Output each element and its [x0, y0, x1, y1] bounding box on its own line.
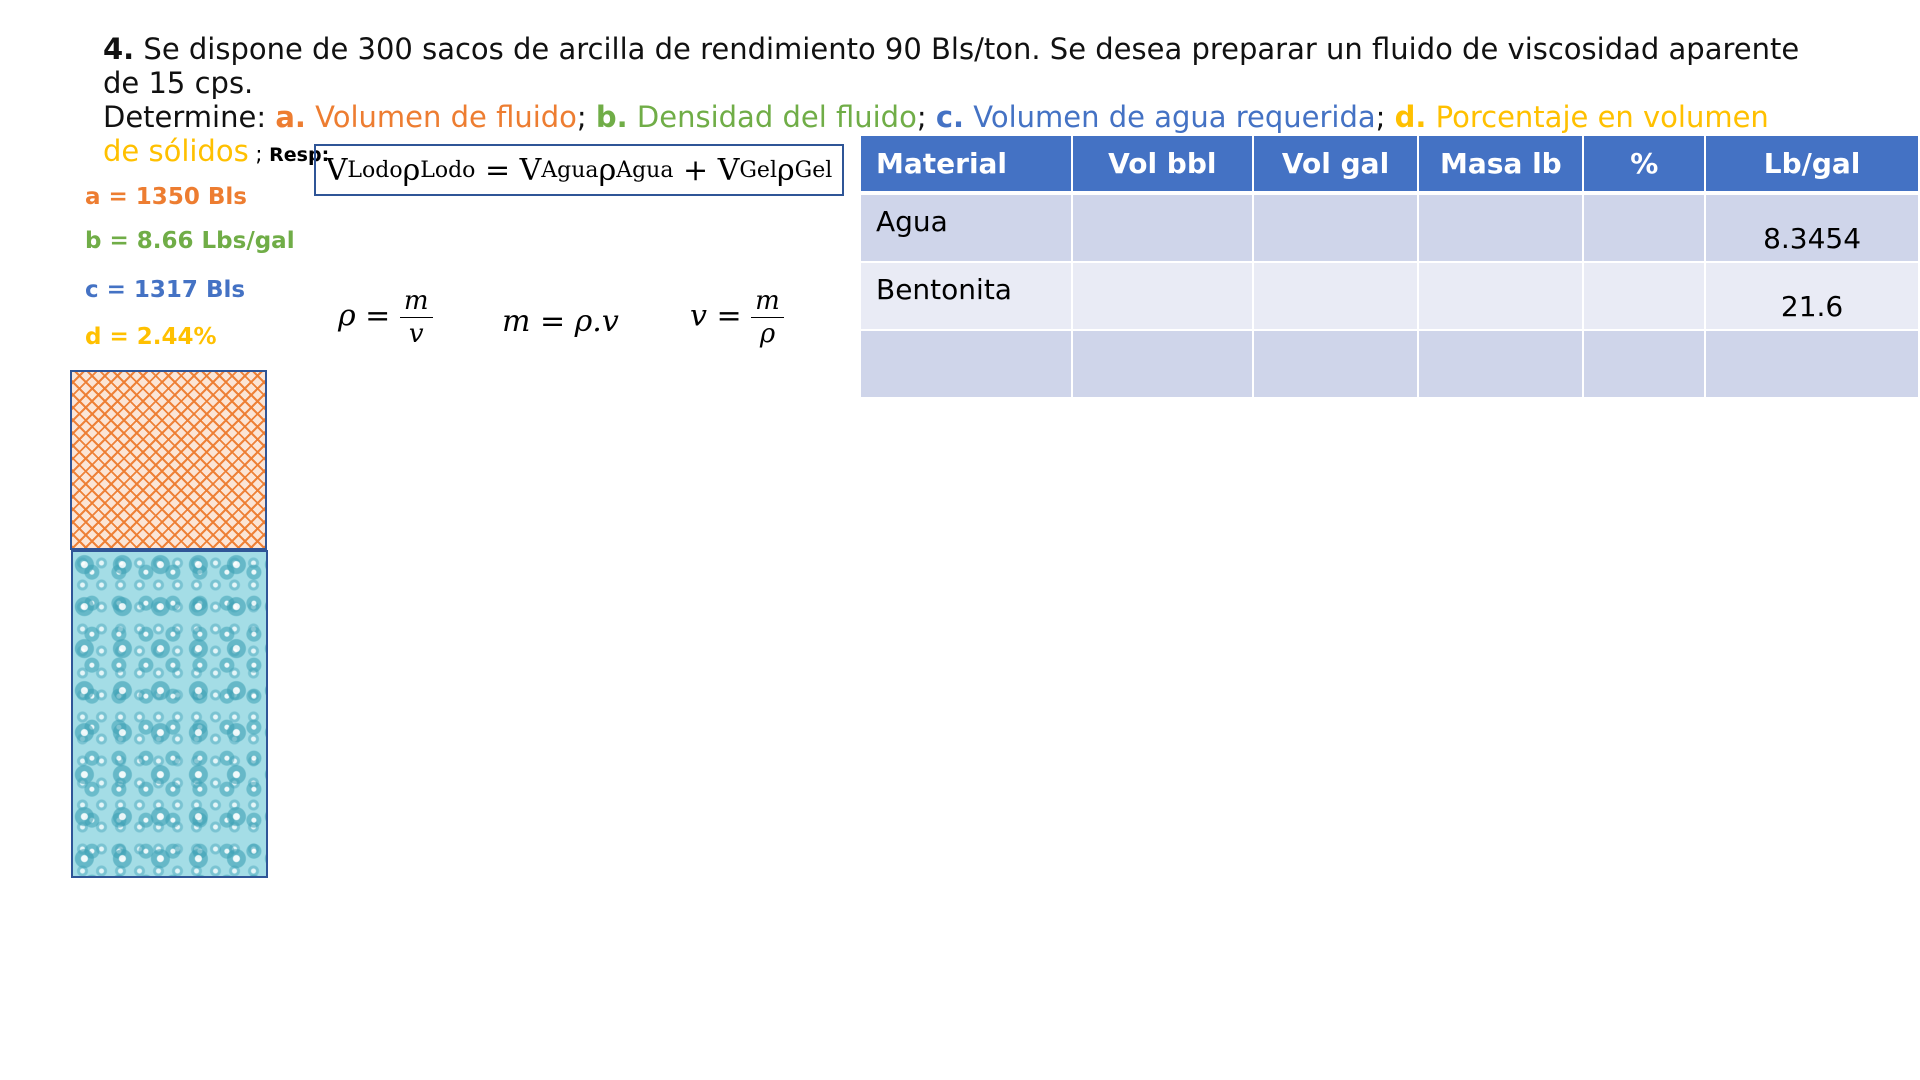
problem-number: 4. [103, 32, 135, 66]
mass-balance-formula [314, 144, 844, 196]
formula-subscript: Agua [541, 157, 599, 183]
table-row [861, 330, 1919, 398]
mass-formula: m = ρ.v [502, 304, 619, 339]
item-b-letter: b. [595, 100, 628, 134]
formula-subscript: Agua [616, 157, 674, 183]
table-cell [1072, 330, 1253, 398]
fraction [751, 285, 784, 350]
separator: ; [1375, 100, 1395, 134]
problem-statement [103, 32, 1813, 100]
table-cell: Bentonita [861, 262, 1072, 330]
formula-symbol: V [519, 152, 542, 188]
table-cell [1072, 262, 1253, 330]
formula-subscript: Lodo [420, 157, 476, 183]
column-header-lb-gal: Lb/gal [1705, 136, 1919, 193]
column-header-material: Material [861, 136, 1072, 193]
formula-symbol: ρ [402, 152, 421, 188]
separator: ; [916, 100, 936, 134]
item-c-text: Volumen de agua requerida [964, 100, 1376, 134]
volume-formula [690, 285, 784, 350]
formula-operator: + [673, 152, 718, 188]
table-cell [1583, 193, 1705, 262]
table-cell [1418, 330, 1583, 398]
formula-subscript: Gel [794, 157, 833, 183]
water-layer-illustration [71, 550, 268, 878]
item-d-letter: d. [1394, 100, 1427, 134]
table-cell [1253, 193, 1419, 262]
column-header-vol-gal: Vol gal [1253, 136, 1419, 193]
answer-b: b = 8.66 Lbs/gal [85, 228, 295, 254]
table-cell [1253, 330, 1419, 398]
answer-a: a = 1350 Bls [85, 184, 247, 210]
table-cell [1418, 262, 1583, 330]
separator: ; [576, 100, 596, 134]
table-header-row [861, 136, 1919, 193]
determine-label: Determine: [103, 100, 276, 134]
table-cell [1583, 262, 1705, 330]
table-cell: Agua [861, 193, 1072, 262]
formula-symbol: V [325, 152, 348, 188]
table-cell [1705, 330, 1919, 398]
fraction-numerator: m [751, 285, 784, 318]
formula-symbol: ρ [598, 152, 617, 188]
formula-subscript: Lodo [347, 157, 403, 183]
formula-lhs: ρ = [338, 298, 391, 334]
formula-operator: = [475, 152, 520, 188]
table-cell: 21.6 [1705, 262, 1919, 330]
materials-table [861, 136, 1920, 399]
column-header-masa-lb: Masa lb [1418, 136, 1583, 193]
fraction-denominator: ρ [759, 319, 776, 349]
table-cell [861, 330, 1072, 398]
fraction [400, 285, 433, 350]
formula-subscript: Gel [739, 157, 777, 183]
resp-label: Resp: [269, 144, 330, 166]
column-header-percent: % [1583, 136, 1705, 193]
answer-c: c = 1317 Bls [85, 277, 246, 303]
item-a-text: Volumen de fluido [305, 100, 577, 134]
table-row [861, 193, 1919, 262]
density-formula [338, 285, 433, 350]
fraction-numerator: m [400, 285, 433, 318]
problem-text: Se dispone de 300 sacos de arcilla de rendimiento 90 Bls/ton. Se desea preparar un fluido de viscosidad aparente de 15 cps. [103, 32, 1800, 100]
item-b-text: Densidad del fluido [627, 100, 917, 134]
item-d-text: Porcentaje en volumen de sólidos [103, 100, 1769, 168]
item-c-letter: c. [935, 100, 965, 134]
clay-layer-illustration [70, 370, 267, 550]
formula-symbol: ρ [777, 152, 795, 188]
separator: ; [248, 142, 270, 166]
fraction-denominator: v [408, 319, 424, 349]
table-cell [1253, 262, 1419, 330]
answer-d: d = 2.44% [85, 324, 217, 350]
formula-lhs: v = [690, 298, 742, 334]
table-row [861, 262, 1919, 330]
table-cell: 8.3454 [1705, 193, 1919, 262]
table-cell [1583, 330, 1705, 398]
table-cell [1072, 193, 1253, 262]
formula-symbol: V [717, 152, 740, 188]
item-a-letter: a. [275, 100, 306, 134]
column-header-vol-bbl: Vol bbl [1072, 136, 1253, 193]
table-cell [1418, 193, 1583, 262]
